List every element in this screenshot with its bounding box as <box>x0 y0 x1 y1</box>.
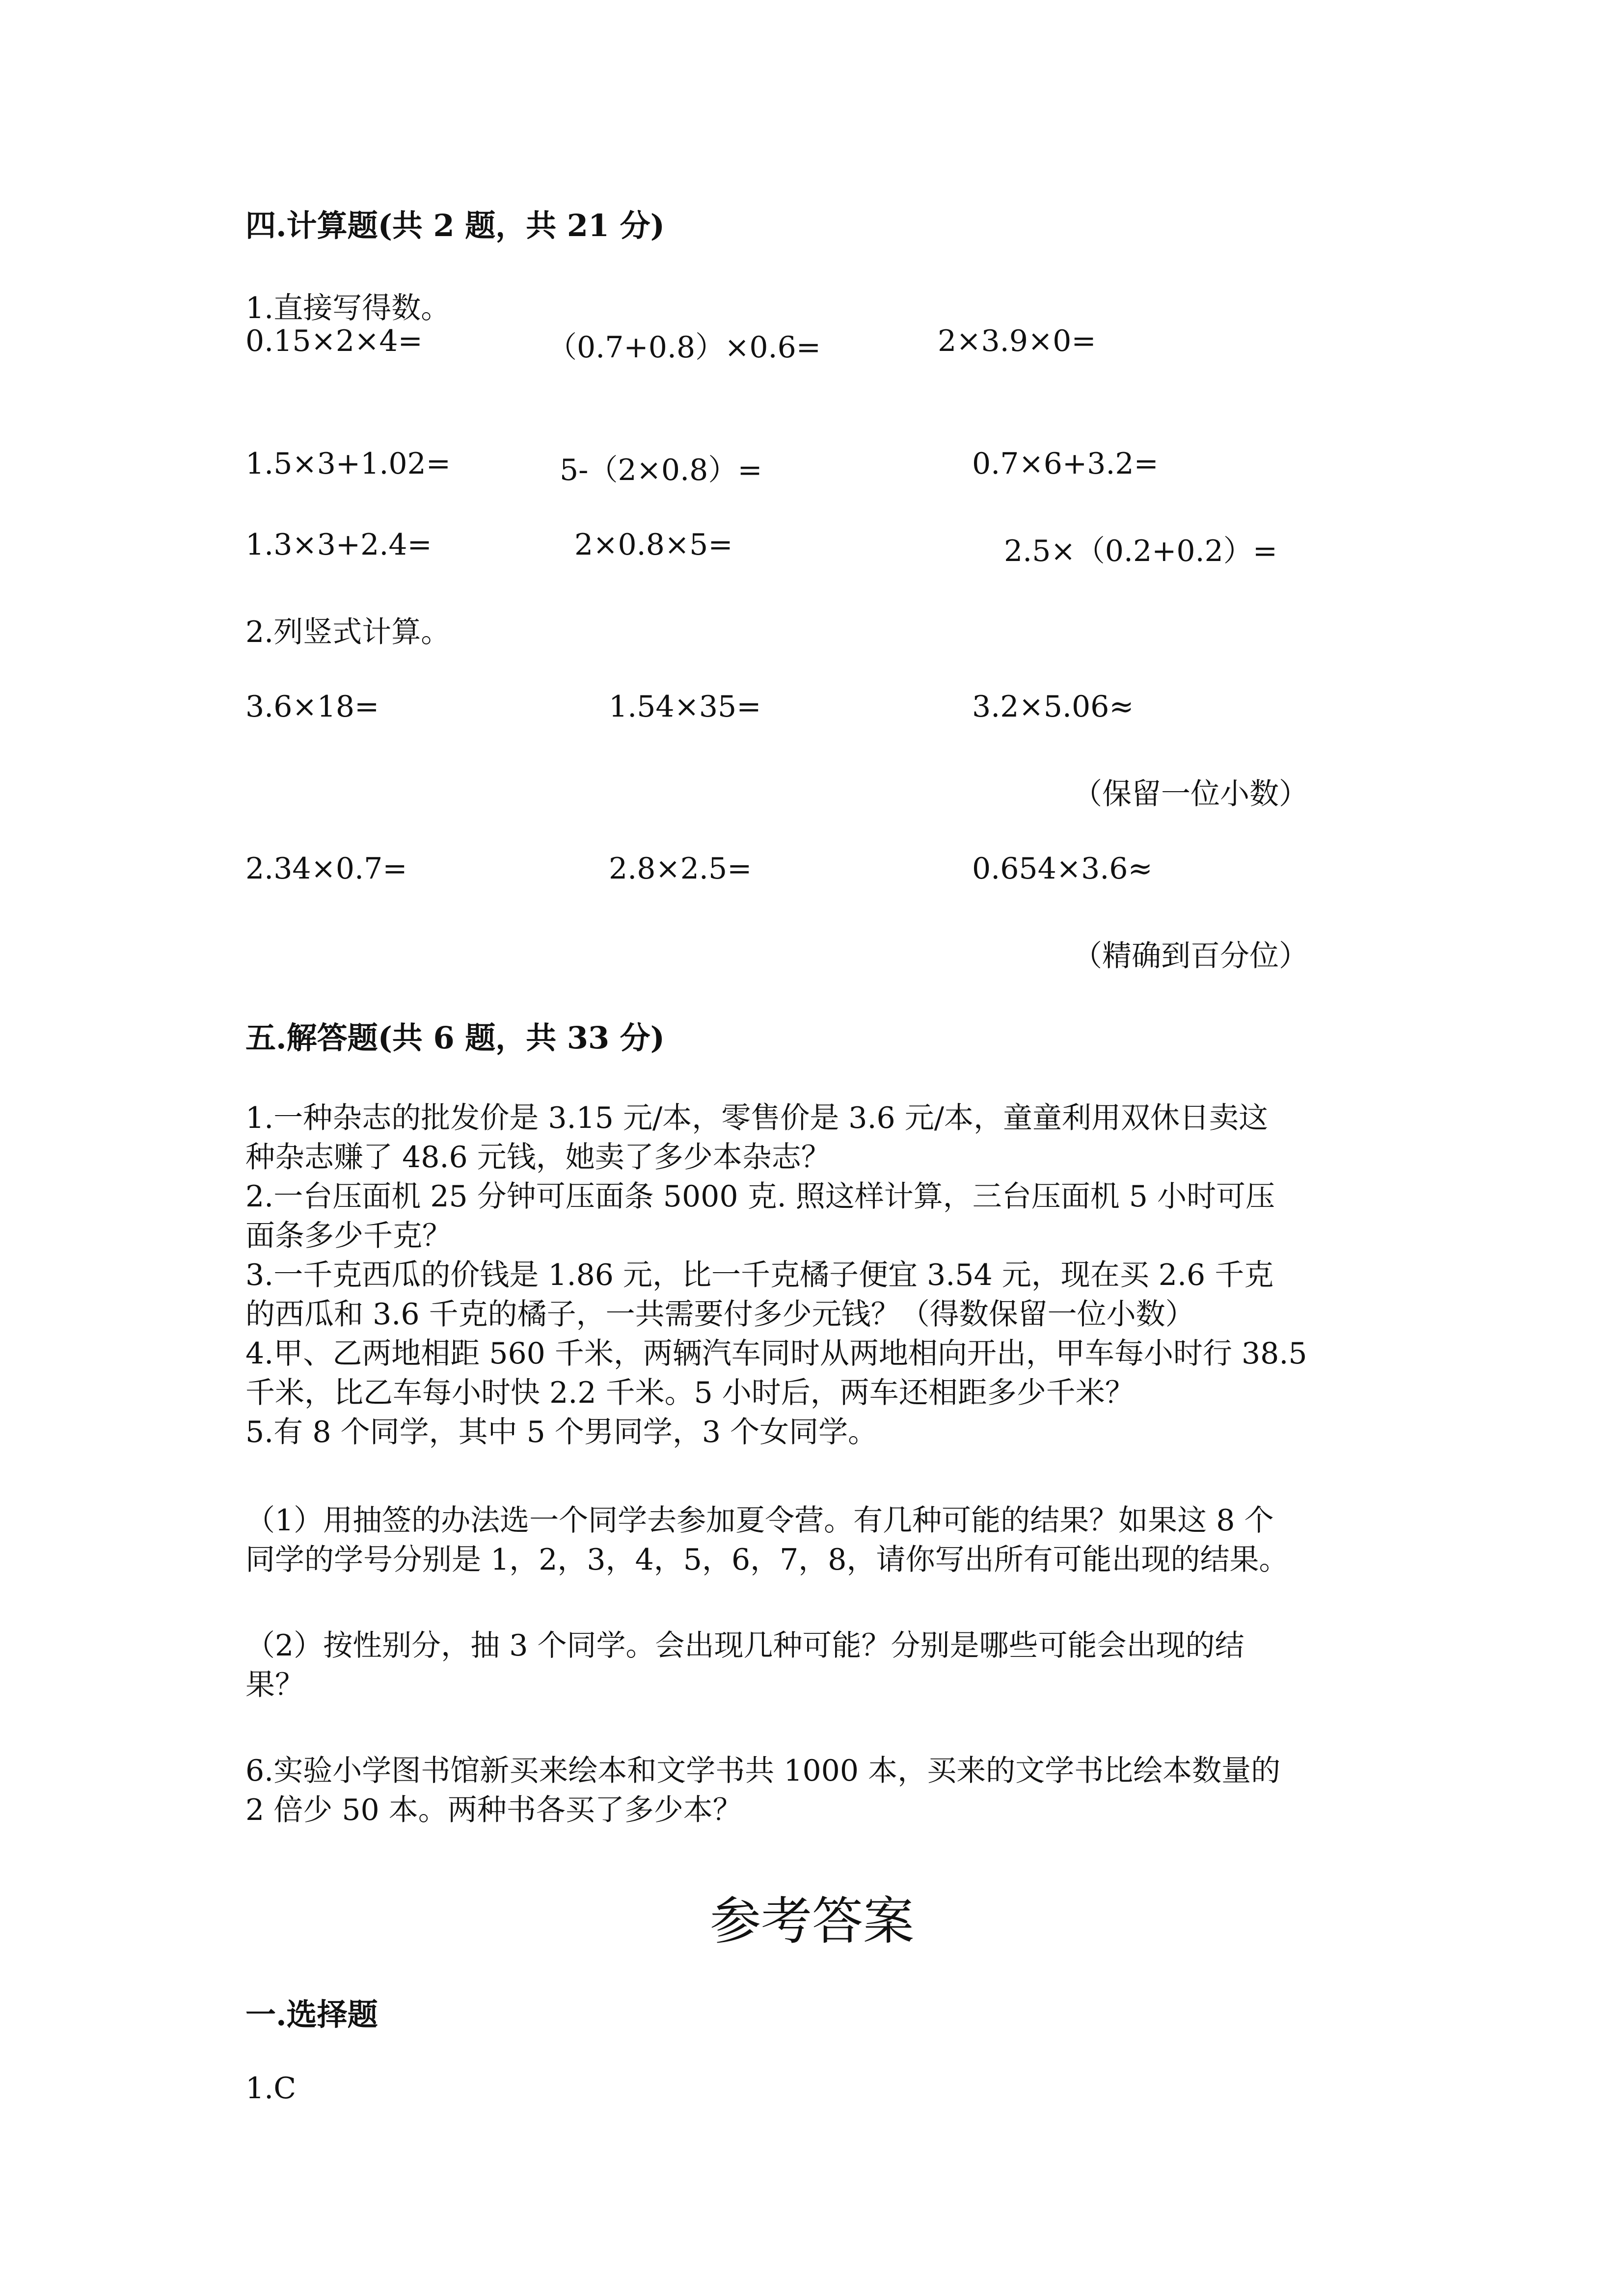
calc-item: 1.5×3+1.02= <box>245 447 451 481</box>
calc-item: 0.15×2×4= <box>245 324 423 358</box>
vertical-calc-item: 3.2×5.06≈ <box>972 690 1134 724</box>
section-4-heading: 四.计算题(共 2 题，共 21 分) <box>245 208 665 243</box>
answer-item: 1.C <box>245 2071 297 2106</box>
problem-text-line: （2）按性别分，抽 3 个同学。会出现几种可能？分别是哪些可能会出现的结 <box>245 1629 1245 1663</box>
calc-item: 1.3×3+2.4= <box>245 528 432 562</box>
vertical-calc-item: 2.8×2.5= <box>609 852 752 886</box>
problem-text-line: 3.一千克西瓜的价钱是 1.86 元，比一千克橘子便宜 3.54 元，现在买 2.6 千克 <box>245 1258 1274 1292</box>
calc-item: （0.7+0.8）×0.6= <box>547 330 821 365</box>
problem-text-line: 千米，比乙车每小时快 2.2 千米。5 小时后，两车还相距多少千米？ <box>245 1376 1135 1410</box>
rounding-note: （保留一位小数） <box>1073 777 1308 811</box>
problem-text-line: 5.有 8 个同学，其中 5 个男同学，3 个女同学。 <box>245 1415 878 1449</box>
problem-text-line: 2.一台压面机 25 分钟可压面条 5000 克. 照这样计算，三台压面机 5 小时可压 <box>245 1179 1275 1214</box>
problem-text-line: 同学的学号分别是 1，2，3，4，5，6，7，8，请你写出所有可能出现的结果。 <box>245 1543 1289 1577</box>
calc-item: 5-（2×0.8）= <box>560 453 762 487</box>
vertical-calc-item: 3.6×18= <box>245 690 379 724</box>
problem-text-line: 果？ <box>245 1668 304 1702</box>
vertical-calc-item: 1.54×35= <box>609 690 761 724</box>
problem-text-line: 6.实验小学图书馆新买来绘本和文学书共 1000 本，买来的文学书比绘本数量的 <box>245 1754 1281 1788</box>
problem-text-line: 种杂志赚了 48.6 元钱，她卖了多少本杂志？ <box>245 1140 831 1175</box>
vertical-calc-item: 0.654×3.6≈ <box>972 852 1153 886</box>
problem-text-line: 面条多少千克？ <box>245 1219 452 1253</box>
problem-text-line: 1.一种杂志的批发价是 3.15 元/本，零售价是 3.6 元/本，童童利用双休日卖这 <box>245 1101 1268 1135</box>
problem-text-line: 2 倍少 50 本。两种书各买了多少本？ <box>245 1793 742 1827</box>
problem-text-line: 的西瓜和 3.6 千克的橘子，一共需要付多少元钱？（得数保留一位小数） <box>245 1297 1195 1332</box>
problem-text-line: （1）用抽签的办法选一个同学去参加夏令营。有几种可能的结果？如果这 8 个 <box>245 1503 1274 1538</box>
calc-item: 0.7×6+3.2= <box>972 447 1159 481</box>
answers-section-1-heading: 一.选择题 <box>245 1997 378 2032</box>
question-2-prompt: 2.列竖式计算。 <box>245 615 451 649</box>
rounding-note: （精确到百分位） <box>1073 939 1308 973</box>
section-5-heading: 五.解答题(共 6 题，共 33 分) <box>245 1020 665 1056</box>
vertical-calc-item: 2.34×0.7= <box>245 852 407 886</box>
question-1-prompt: 1.直接写得数。 <box>245 291 451 325</box>
calc-item: 2×3.9×0= <box>938 324 1096 358</box>
calc-item: 2×0.8×5= <box>574 528 733 562</box>
answers-title: 参考答案 <box>709 1891 914 1951</box>
problem-text-line: 4.甲、乙两地相距 560 千米，两辆汽车同时从两地相向开出，甲车每小时行 38.5 <box>245 1336 1307 1371</box>
calc-item: 2.5×（0.2+0.2）= <box>1004 534 1278 568</box>
